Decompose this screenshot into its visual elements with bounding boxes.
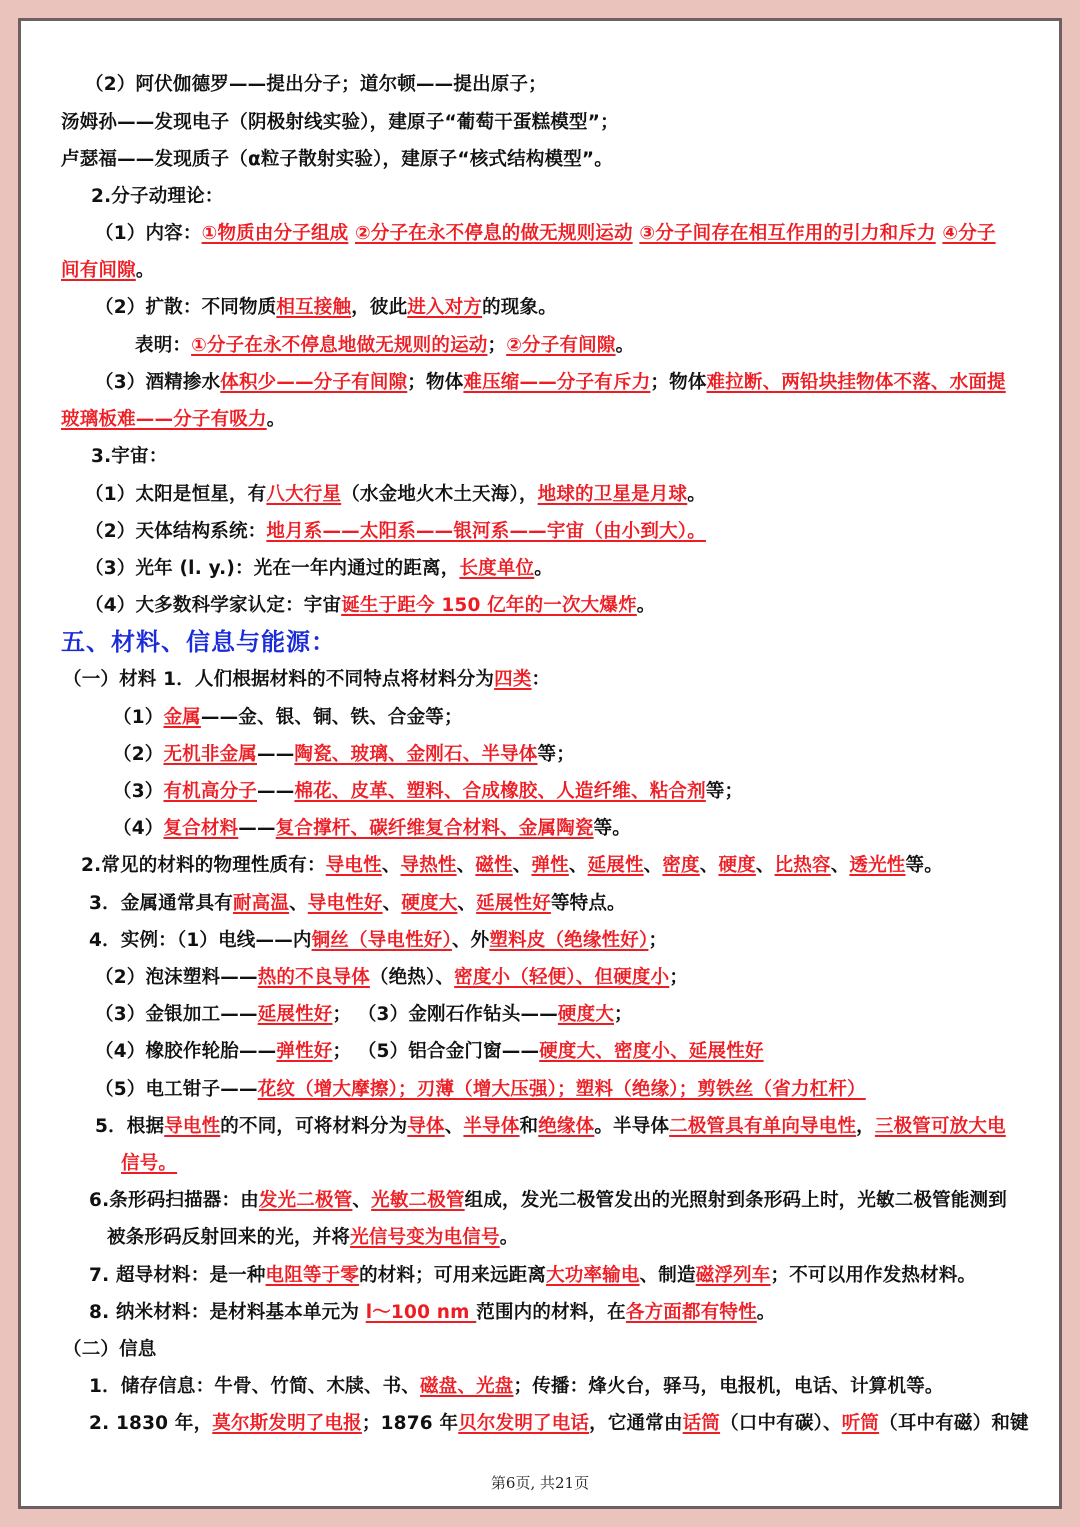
text-line (61, 148, 613, 172)
highlight-text: 复合材料 (163, 818, 239, 839)
highlight-text: 磁盘、光盘 (419, 1376, 514, 1397)
text-segment: 、 (830, 855, 850, 876)
text-line (85, 520, 706, 544)
highlight-text: ②分子在永不停息的做无规则运动 (355, 223, 633, 244)
document-page (27, 27, 1053, 1500)
text-line (135, 334, 634, 358)
page-footer: 第6页, 共21页 (490, 1474, 590, 1492)
text-line (61, 259, 155, 283)
text-line (95, 1040, 764, 1064)
text-segment: 、 (755, 855, 775, 876)
highlight-text: 贝尔发明了电话 (458, 1413, 590, 1434)
text-segment: （4）橡胶作轮胎—— (95, 1041, 277, 1062)
text-segment: 、外 (451, 930, 490, 951)
text-line (85, 73, 547, 97)
text-segment: ； （3）金刚石作钻头—— (332, 1004, 558, 1025)
text-segment: ；1876 年 (361, 1413, 459, 1434)
text-segment (348, 223, 355, 244)
text-segment: （1）内容： (95, 223, 202, 244)
highlight-text: 硬度 (718, 855, 756, 876)
text-line (95, 966, 688, 990)
highlight-text: 半导体 (463, 1116, 520, 1137)
highlight-text: 莫尔斯发明了电报 (212, 1413, 362, 1434)
highlight-text: 耐高温 (232, 893, 290, 914)
text-segment: （口中有碳）、 (720, 1413, 842, 1434)
text-segment: 、制造 (639, 1265, 696, 1286)
text-segment: 2.常见的材料的物理性质有： (81, 855, 326, 876)
highlight-text: 导体 (407, 1116, 445, 1137)
highlight-text: 八大行星 (266, 484, 342, 505)
text-segment: （2） (113, 744, 164, 765)
highlight-text: 四类 (494, 669, 532, 690)
text-segment: ： (531, 669, 551, 690)
text-segment: 、 (568, 855, 588, 876)
highlight-text: 相互接触 (276, 297, 352, 318)
text-segment: 。 (135, 260, 155, 281)
highlight-text: 陶瓷、玻璃、金刚石、半导体 (294, 744, 538, 765)
text-segment: 6.条形码扫描器：由 (89, 1190, 259, 1211)
text-segment: 表明： (135, 335, 192, 356)
highlight-text: 导热性 (400, 855, 457, 876)
section-heading (91, 185, 224, 209)
highlight-text: 磁性 (475, 855, 513, 876)
text-segment: 。 (499, 1227, 519, 1248)
text-segment: ；传播：烽火台，驿马，电报机，电话、计算机等。 (513, 1376, 944, 1397)
highlight-text: 听筒 (841, 1413, 880, 1434)
highlight-text: 难压缩——分子有斥力 (463, 372, 651, 393)
text-segment: 被条形码反射回来的光，并将 (107, 1227, 351, 1248)
text-segment: ；不可以用作发热材料。 (770, 1265, 977, 1286)
highlight-text: 金属 (163, 707, 201, 728)
highlight-text: ②分子有间隙 (506, 335, 616, 356)
highlight-text: 铜丝（导电性好） (311, 930, 452, 951)
text-segment: 、 (699, 855, 719, 876)
highlight-text: 大功率输电 (546, 1265, 640, 1286)
text-line (121, 1152, 177, 1176)
text-segment: ， (856, 1116, 875, 1137)
text-segment: （一）材料 1．人们根据材料的不同特点将材料分为 (63, 669, 495, 690)
text-line (113, 817, 631, 841)
highlight-text: 二极管具有单向导电性 (669, 1116, 857, 1137)
text-segment: （2）阿伏伽德罗——提出分子；道尔顿——提出原子； (85, 74, 547, 95)
highlight-text: 光敏二极管 (371, 1190, 465, 1211)
text-line (113, 780, 743, 804)
highlight-text: 透光性 (849, 855, 906, 876)
highlight-text: 延展性 (587, 855, 644, 876)
text-segment: 汤姆孙——发现电子（阴极射线实验），建原子“葡萄干蛋糕模型”； (61, 112, 619, 133)
text-line (95, 1115, 1006, 1139)
highlight-text: 各方面都有特性 (625, 1302, 757, 1323)
highlight-text: 磁浮列车 (695, 1265, 771, 1286)
text-segment: 、 (643, 855, 663, 876)
text-segment: 。 (534, 558, 553, 579)
text-segment: （3）酒精掺水 (95, 372, 221, 393)
highlight-text: 密度小（轻便）、但硬度小 (454, 967, 670, 988)
text-line (63, 668, 550, 692)
text-line (89, 1375, 944, 1399)
highlight-text: 延展性好 (257, 1004, 333, 1025)
text-segment: （2）扩散：不同物质 (95, 297, 277, 318)
highlight-text: 导电性 (164, 1116, 221, 1137)
highlight-text: l～100 nm (365, 1302, 477, 1323)
highlight-text: 地月系——太阳系——银河系——宇宙（由小到大）。 (266, 521, 706, 542)
highlight-text: 无机非金属 (163, 744, 257, 765)
highlight-text: 有机高分子 (163, 781, 257, 802)
text-segment: （3）光年 (l. y.)：光在一年内通过的距离， (85, 558, 460, 579)
highlight-text: 比热容 (774, 855, 831, 876)
text-segment: ——金、银、铜、铁、合金等； (200, 707, 463, 728)
highlight-text: 硬度大 (557, 1004, 615, 1025)
text-segment: 组成，发光二极管发出的光照射到条形码上时，光敏二极管能测到 (464, 1190, 1007, 1211)
highlight-text: 复合撑杆、碳纤维复合材料、金属陶瓷 (275, 818, 594, 839)
text-segment: （2）天体结构系统： (85, 521, 267, 542)
text-segment: 2. 1830 年， (89, 1413, 213, 1434)
text-segment: 。半导体 (594, 1116, 670, 1137)
text-segment: （水金地火木土天海）， (341, 484, 538, 505)
text-segment: （3）金银加工—— (95, 1004, 258, 1025)
text-segment: （4） (113, 818, 164, 839)
text-segment: 。 (615, 335, 635, 356)
chapter-heading (61, 627, 336, 657)
highlight-text: ①物质由分子组成 (201, 223, 349, 244)
text-segment: 的不同，可将材料分为 (220, 1116, 408, 1137)
text-line (89, 892, 626, 916)
text-line (85, 483, 706, 507)
text-segment: ； (487, 335, 507, 356)
text-line (61, 111, 619, 135)
text-line (113, 706, 463, 730)
text-segment: 。 (756, 1302, 776, 1323)
highlight-text: 电阻等于零 (265, 1265, 360, 1286)
text-line (107, 1226, 518, 1250)
text-segment: 五、材料、信息与能源： (61, 628, 336, 656)
highlight-text: 光信号变为电信号 (350, 1227, 500, 1248)
text-line (89, 1301, 776, 1325)
text-segment: ；物体 (407, 372, 464, 393)
text-segment: 、 (456, 855, 476, 876)
text-segment: 4．实例：（1）电线——内 (89, 930, 312, 951)
text-line (95, 1003, 633, 1027)
text-segment: 和 (519, 1116, 539, 1137)
text-segment: 的材料；可用来远距离 (359, 1265, 547, 1286)
highlight-text: 热的不良导体 (257, 967, 370, 988)
highlight-text: 体积少——分子有间隙 (220, 372, 408, 393)
text-line (89, 1189, 1007, 1213)
text-segment: 1．储存信息：牛骨、竹简、木牍、书、 (89, 1376, 420, 1397)
highlight-text: 导电性好 (307, 893, 383, 914)
highlight-text: 花纹（增大摩擦）；刃薄（增大压强）；塑料（绝缘）；剪铁丝（省力杠杆） (257, 1079, 866, 1100)
text-segment: 的现象。 (482, 297, 557, 318)
text-segment: 3.宇宙： (91, 446, 168, 467)
highlight-text: 发光二极管 (258, 1190, 353, 1211)
highlight-text: 导电性 (325, 855, 382, 876)
text-segment: ； (614, 1004, 633, 1025)
highlight-text: 难拉断、两铅块挂物体不落、水面提 (706, 372, 1006, 393)
text-segment: 。 (687, 484, 706, 505)
text-segment: （耳中有磁）和键 (879, 1413, 1029, 1434)
text-segment: 。 (266, 409, 286, 430)
highlight-text: 弹性 (531, 855, 569, 876)
highlight-text: 间有间隙 (61, 260, 136, 281)
section-heading (63, 1338, 157, 1362)
highlight-text: 进入对方 (407, 297, 483, 318)
highlight-text: 硬度大 (401, 893, 458, 914)
text-segment: 。 (636, 595, 656, 616)
text-segment: （1）太阳是恒星，有 (85, 484, 267, 505)
text-segment: —— (257, 744, 295, 765)
highlight-text: 绝缘体 (538, 1116, 595, 1137)
text-line (89, 1264, 976, 1288)
text-segment: 、 (512, 855, 532, 876)
highlight-text: 硬度大、密度小、延展性好 (539, 1041, 764, 1062)
highlight-text: ①分子在永不停息地做无规则的运动 (191, 335, 488, 356)
text-segment: 范围内的材料，在 (476, 1302, 626, 1323)
highlight-text: 棉花、皮革、塑料、合成橡胶、人造纤维、粘合剂 (294, 781, 706, 802)
text-segment: 8. 纳米材料：是材料基本单元为 (89, 1302, 366, 1323)
text-segment: （绝热）、 (369, 967, 455, 988)
text-line (85, 557, 553, 581)
text-segment: 卢瑟福——发现质子（α粒子散射实验），建原子“核式结构模型”。 (61, 149, 613, 170)
section-heading (91, 445, 167, 469)
text-segment: 、 (381, 855, 401, 876)
highlight-text: 话筒 (682, 1413, 721, 1434)
text-segment: （1） (113, 707, 164, 728)
text-segment: ；物体 (650, 372, 707, 393)
text-line (81, 854, 943, 878)
text-line (95, 371, 1006, 395)
text-segment: 等。 (593, 818, 632, 839)
highlight-text: 三极管可放大电 (874, 1116, 1006, 1137)
text-line (89, 1412, 1029, 1436)
text-line (95, 296, 557, 320)
text-segment: （5）电工钳子—— (95, 1079, 258, 1100)
text-segment: ； (669, 967, 689, 988)
text-segment: ，它通常由 (589, 1413, 683, 1434)
text-segment: 、 (289, 893, 308, 914)
text-segment: （二）信息 (63, 1339, 157, 1360)
text-segment: 、 (457, 893, 477, 914)
text-segment: 、 (444, 1116, 464, 1137)
highlight-text: 塑料皮（绝缘性好） (489, 930, 649, 951)
text-line (61, 408, 285, 432)
text-line (95, 1078, 866, 1102)
text-line (113, 743, 575, 767)
highlight-text: 玻璃板难——分子有吸力 (61, 409, 267, 430)
text-segment: 5．根据 (95, 1116, 165, 1137)
text-segment: ，彼此 (351, 297, 408, 318)
text-line (95, 222, 996, 246)
text-segment: ； (648, 930, 668, 951)
highlight-text: 密度 (662, 855, 700, 876)
text-segment: （2）泡沫塑料—— (95, 967, 258, 988)
highlight-text: 弹性好 (276, 1041, 333, 1062)
text-line (89, 929, 667, 953)
text-segment: （4）大多数科学家认定：宇宙 (85, 595, 342, 616)
text-segment: 等； (537, 744, 575, 765)
text-segment: 等； (705, 781, 744, 802)
text-segment: 等特点。 (550, 893, 626, 914)
text-segment: 3．金属通常具有 (89, 893, 233, 914)
highlight-text: 诞生于距今 150 亿年的一次大爆炸 (341, 595, 637, 616)
text-segment: ； （5）铝合金门窗—— (332, 1041, 540, 1062)
highlight-text: 延展性好 (476, 893, 551, 914)
highlight-text: 长度单位 (459, 558, 535, 579)
highlight-text: ③分子间存在相互作用的引力和斥力 (639, 223, 936, 244)
text-segment: 、 (382, 893, 402, 914)
highlight-text: ④分子 (942, 223, 996, 244)
text-segment: 等。 (905, 855, 943, 876)
highlight-text: 信号。 (121, 1153, 178, 1174)
text-segment: —— (238, 818, 276, 839)
text-segment: 、 (352, 1190, 372, 1211)
text-segment: （3） (113, 781, 164, 802)
text-segment: 2.分子动理论： (91, 186, 224, 207)
highlight-text: 地球的卫星是月球 (537, 484, 688, 505)
text-segment: —— (257, 781, 295, 802)
text-segment: 7. 超导材料：是一种 (89, 1265, 266, 1286)
text-line (85, 594, 656, 618)
